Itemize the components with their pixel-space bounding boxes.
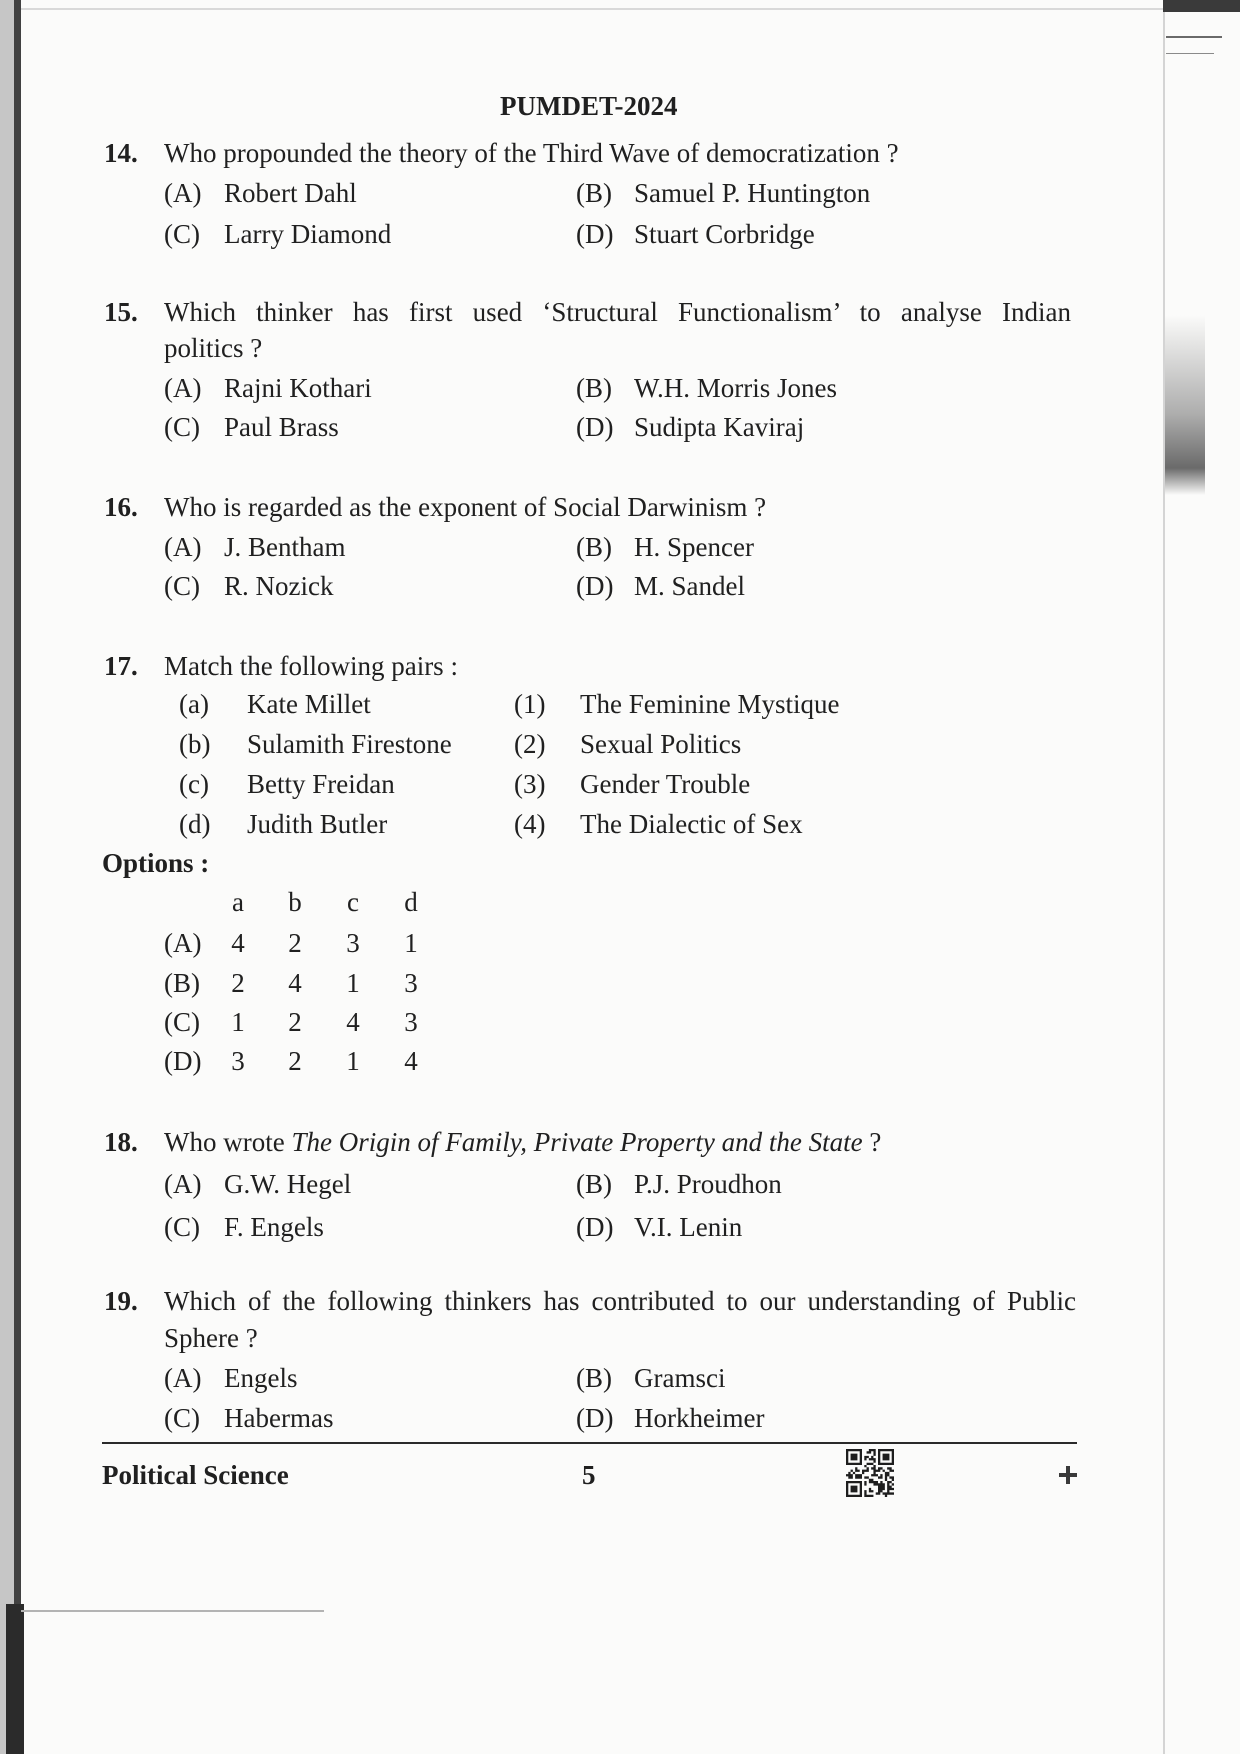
answer-option-label: (C) [164, 1007, 200, 1037]
pair-left: Kate Millet [247, 689, 371, 719]
book-title: The Origin of Family, Private Property and the State [291, 1127, 863, 1157]
option-b-label: (B) [576, 1169, 612, 1199]
option-b-label: (B) [576, 532, 612, 562]
option-d-text: Stuart Corbridge [634, 219, 815, 249]
answer-value: 1 [404, 928, 418, 958]
option-d-label: (D) [576, 412, 614, 442]
pair-left: Judith Butler [247, 809, 388, 839]
scan-left-edge-line [14, 0, 21, 1754]
answer-value: 3 [404, 1007, 418, 1037]
pair-right: The Feminine Mystique [580, 689, 840, 719]
answer-value: 2 [288, 1007, 302, 1037]
question-number: 15. [104, 297, 138, 327]
footer-rule [102, 1442, 1077, 1444]
answer-value: 3 [346, 928, 360, 958]
question-text: Who propounded the theory of the Third Wave of democratization ? [164, 138, 899, 168]
question-text-suffix: ? [862, 1127, 882, 1157]
answer-value: 1 [346, 1046, 360, 1076]
scan-bottom-left-line [21, 1610, 324, 1612]
column-header-a: a [232, 887, 244, 917]
column-header-c: c [347, 887, 359, 917]
option-d-label: (D) [576, 1403, 614, 1433]
answer-option-label: (D) [164, 1046, 202, 1076]
option-c-text: Habermas [224, 1403, 334, 1433]
option-b-text: P.J. Proudhon [634, 1169, 782, 1199]
option-b-label: (B) [576, 178, 612, 208]
scan-right-tick-top [1166, 36, 1222, 38]
scan-right-smudge [1165, 315, 1205, 495]
question-number: 19. [104, 1286, 138, 1316]
option-b-label: (B) [576, 373, 612, 403]
pair-right: Sexual Politics [580, 729, 742, 759]
option-a-label: (A) [164, 1169, 202, 1199]
scan-right-tick-bottom [1166, 53, 1214, 54]
scan-left-edge-dark-bottom [6, 1604, 24, 1754]
option-c-text: R. Nozick [224, 571, 334, 601]
pair-num: (1) [514, 689, 546, 719]
option-a-label: (A) [164, 532, 202, 562]
option-c-text: F. Engels [224, 1212, 324, 1242]
column-header-b: b [288, 887, 302, 917]
question-text [164, 1126, 881, 1158]
option-c-label: (C) [164, 1212, 200, 1242]
option-c-label: (C) [164, 219, 200, 249]
question-number: 17. [104, 651, 138, 681]
answer-value: 4 [404, 1046, 418, 1076]
answer-value: 3 [404, 968, 418, 998]
option-c-label: (C) [164, 412, 200, 442]
question-text: Who is regarded as the exponent of Social Darwinism ? [164, 492, 767, 522]
option-a-text: Robert Dahl [224, 178, 357, 208]
answer-value: 3 [231, 1046, 245, 1076]
option-d-text: M. Sandel [634, 571, 745, 601]
pair-key: (a) [179, 689, 209, 719]
option-c-text: Paul Brass [224, 412, 339, 442]
question-number: 16. [104, 492, 138, 522]
question-text-line-2: Sphere ? [164, 1323, 258, 1353]
pair-left: Sulamith Firestone [247, 729, 452, 759]
question-text-prefix: Who wrote [164, 1127, 292, 1157]
option-a-label: (A) [164, 178, 202, 208]
pair-num: (2) [514, 729, 546, 759]
answer-value: 1 [231, 1007, 245, 1037]
option-a-text: Engels [224, 1363, 298, 1393]
option-b-text: W.H. Morris Jones [634, 373, 838, 403]
pair-key: (d) [179, 809, 211, 839]
option-b-text: Samuel P. Huntington [634, 178, 871, 208]
pair-key: (c) [179, 769, 209, 799]
option-d-text: Horkheimer [634, 1403, 765, 1433]
pair-num: (4) [514, 809, 546, 839]
pair-left: Betty Freidan [247, 769, 395, 799]
answer-value: 2 [288, 928, 302, 958]
option-b-label: (B) [576, 1363, 612, 1393]
question-text-line-2: politics ? [164, 333, 263, 363]
answer-value: 4 [346, 1007, 360, 1037]
option-c-text: Larry Diamond [224, 219, 392, 249]
option-c-label: (C) [164, 571, 200, 601]
pair-right: Gender Trouble [580, 769, 751, 799]
option-a-label: (A) [164, 1363, 202, 1393]
answer-option-label: (B) [164, 968, 200, 998]
option-b-text: Gramsci [634, 1363, 726, 1393]
option-d-text: Sudipta Kaviraj [634, 412, 805, 442]
option-a-text: J. Bentham [224, 532, 346, 562]
scan-right-edge-line [1163, 12, 1165, 1754]
scan-left-margin-shade [0, 0, 14, 1754]
option-a-label: (A) [164, 373, 202, 403]
answer-value: 4 [288, 968, 302, 998]
option-d-label: (D) [576, 571, 614, 601]
option-a-text: G.W. Hegel [224, 1169, 352, 1199]
options-heading: Options : [102, 848, 210, 878]
scan-top-edge-line [21, 8, 1163, 10]
footer-subject: Political Science [102, 1460, 289, 1490]
pair-right: The Dialectic of Sex [580, 809, 803, 839]
column-header-d: d [404, 887, 418, 917]
qr-code [846, 1449, 894, 1497]
question-number: 18. [104, 1127, 138, 1157]
registration-mark [1059, 1466, 1077, 1484]
pair-num: (3) [514, 769, 546, 799]
answer-value: 4 [231, 928, 245, 958]
answer-value: 2 [288, 1046, 302, 1076]
scan-top-right-shadow [1163, 0, 1240, 12]
question-text-line-1: Which of the following thinkers has contributed to our understanding of Public [164, 1286, 1076, 1316]
answer-option-label: (A) [164, 928, 202, 958]
answer-value: 2 [231, 968, 245, 998]
question-number: 14. [104, 138, 138, 168]
option-d-text: V.I. Lenin [634, 1212, 743, 1242]
option-a-text: Rajni Kothari [224, 373, 372, 403]
option-b-text: H. Spencer [634, 532, 754, 562]
page-number: 5 [582, 1460, 596, 1490]
option-d-label: (D) [576, 1212, 614, 1242]
exam-title: PUMDET-2024 [500, 91, 678, 121]
option-c-label: (C) [164, 1403, 200, 1433]
option-d-label: (D) [576, 219, 614, 249]
answer-value: 1 [346, 968, 360, 998]
question-text-line-1: Which thinker has first used ‘Structural Functionalism’ to analyse Indian [164, 297, 1071, 327]
question-text: Match the following pairs : [164, 651, 458, 681]
pair-key: (b) [179, 729, 211, 759]
